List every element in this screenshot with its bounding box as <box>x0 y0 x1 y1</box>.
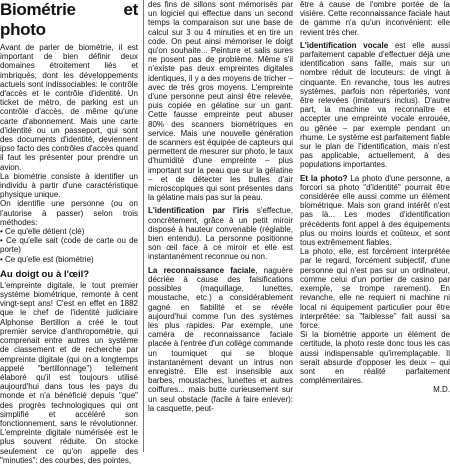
methods-intro: On identifie une personne (ou on l'autorise à passer) selon trois méthodes: <box>0 199 138 227</box>
voice-lead: L'identification vocale <box>300 40 389 50</box>
iris-text: s'effectue, concrètement, grâce à un petit miroir disposé à hauteur convenable (réglable, bien entendu). La personne positionne son œil face à ce miroir et elle est instantanément reconnue ou non. <box>148 206 293 262</box>
method-bullet-1: • Ce qu'elle détient (clé) <box>0 227 85 237</box>
author-signature: M.D. <box>433 385 450 395</box>
column-3 <box>300 0 450 452</box>
iris-paragraph <box>148 206 293 261</box>
column-divider <box>143 0 144 452</box>
voice-paragraph <box>300 41 450 170</box>
facial-text: , naguère décriée à cause des falsifications possibles (maquillage, lunettes, moustache, etc.) a considérablement gagné en fiabilité et se révèle aujourd'hui comme l'un des systèmes les plus rapides. Par exemple, une caméra de reconnaissance faciale placée à l'entrée d'un collège commande un tourniquet qui se bloque instantanément devant un intrus non enregistré. Elle est insensible aux barbes, moustaches, lunettes et autres coiffures... mais butte curieusement sur un seul obstacle (facile à faire enlever): la casquette, peut- <box>148 265 293 413</box>
method-bullet-2: • Ce qu'elle sait (code de carte ou de porte) <box>0 236 138 255</box>
fingerprint-continued-paragraph: des fins de sillons sont mémorisés par un logiciel qui effectue dans un second temps la comparaison sur une base de calcul sur 3 ou 4 minuties et en tire un code. On peut ainsi mémoriser le doigt qu'on souhaite... Peinture et salis sures ne posent pas de problème. Même s'il n'existe pas deux empreintes digitales identiques, il y a des moyens de tricher – avec de très gros moyens. L'empreinte d'une personne peut ainsi être relevée, puis copiée en gélatine sur un gant. Cette fausse empreinte peut abuser 80% des scanners biométriques en service. Mais une nouvelle génération de scanners est équipée de capteurs qui permettent de mesurer sur photo, le taux d'humidité d'une empreinte – plus important sur la peau que sur la gélatine – et de détecter les bulles d'air microscopiques qui sont présentes dans la gélatine mais pas sur la peau. <box>148 0 293 203</box>
column-1 <box>0 0 138 465</box>
photo-interpretation-paragraph: La photo, elle, est forcément interprétée par le regard, forcément subjectif, d'une personne qui n'est pas sur un ordinateur, comme celui d'un portier de casino par exemple, se trompe rarement). En revanche, elle ne requiert ni machine ni local ni équipement particulier pour être interprétée: sa "faiblesse" fait aussi sa force. <box>300 247 450 330</box>
iris-lead: L'identification par l'iris <box>148 206 249 216</box>
photo-lead: Et la photo? <box>300 173 351 183</box>
facial-continued-paragraph: être à cause de l'ombre portée de la visière. Cette reconnaissance faciale haut de gamme n'a qu'un inconvénient: elle revient très cher. <box>300 0 450 37</box>
fingerprint-history-paragraph: L'empreinte digitale, le tout premier système biométrique, remonte à cent vingt-sept ans! C'est en effet en 1882 que le chef de l'identité judiciaire Alphonse Bertillon a créé le tout premier service d'anthropométrie, qui comprenait entre autres un système de classement et de recherche par empreinte digitale (qui on a longtemps appelé "bertillonnage") tellement élaboré qu'il est toujours utilisé aujourd'hui dans tous les pays du monde et n'a bénéficié depuis "que" des progrès technologiques qui ont simplifié et accéléré son fonctionnement, sans le révolutionner. L'empreinte digitale numérisée est le plus souvent réduite. On stocke seulement ce qu'on appelle des "minuties": des courbes, des pointes, <box>0 280 138 465</box>
voice-text: est elle aussi parfaitement capable d'effectuer déjà une identification sans faille, mais sur un nombre réduit de locuteurs: de vingt à cinquante. En revanche, tous les autres systèmes, parfois non répertoriés, vont être relevées (imitateurs inclus). D'autre part, la machine va reconnaître et accepter une empreinte vocale enrouée, ou gênée – par exemple pendant un rhume. Le système est parfaitement fiable sur le plan de l'identification, mais n'est pas applicable, actuellement, à des populations importantes. <box>300 40 450 170</box>
photo-paragraph <box>300 174 450 248</box>
facial-paragraph <box>148 266 293 413</box>
biometrics-definition: La biométrie consiste à identifier un individu à partir d'une caractéristique physique unique. <box>0 171 138 200</box>
subheading-finger-eye: Au doigt ou à l'œil? <box>0 268 90 280</box>
column-2 <box>148 0 293 452</box>
article-title: Biométrie et photo <box>0 0 138 39</box>
facial-lead: La reconnaissance faciale <box>148 265 256 275</box>
photo-text: La photo d'une personne, a forcori sa photo "d'identité" pourrait être considérée elle aussi comme un élément biométrique. Mais son grand intérêt n'est pas là... Les modes d'identification précédents font appel à des équipements plus ou moins lourds et coûteux, et sont tous extrêmement fiables. <box>300 173 450 248</box>
method-bullet-3: • Ce qu'elle est (biométrie) <box>0 254 94 264</box>
intro-paragraph: Avant de parler de biométrie, il est important de bien définir deux domaines étroitement liés et imbriqués, dont les développements actuels sont indissociables: le contrôle d'accès et le contrôle d'identité. Un ticket de métro, de parking est un contrôle d'accès, de même qu'une carte d'abonnement. Mais une carte d'identité ou un passeport, qui sont des documents d'identité, deviennent ipso facto des contrôles d'accès quand il faut les présenter pour prendre un avion. <box>0 43 138 172</box>
conclusion-paragraph: Si la biométrie apporte un élément de certitude, la photo reste donc tous les cas aussi indispensable qu'irremplaçable. Il serait absurde d'opposer les deux – qui sont en réalité parfaitement complémentaires. <box>300 330 450 386</box>
